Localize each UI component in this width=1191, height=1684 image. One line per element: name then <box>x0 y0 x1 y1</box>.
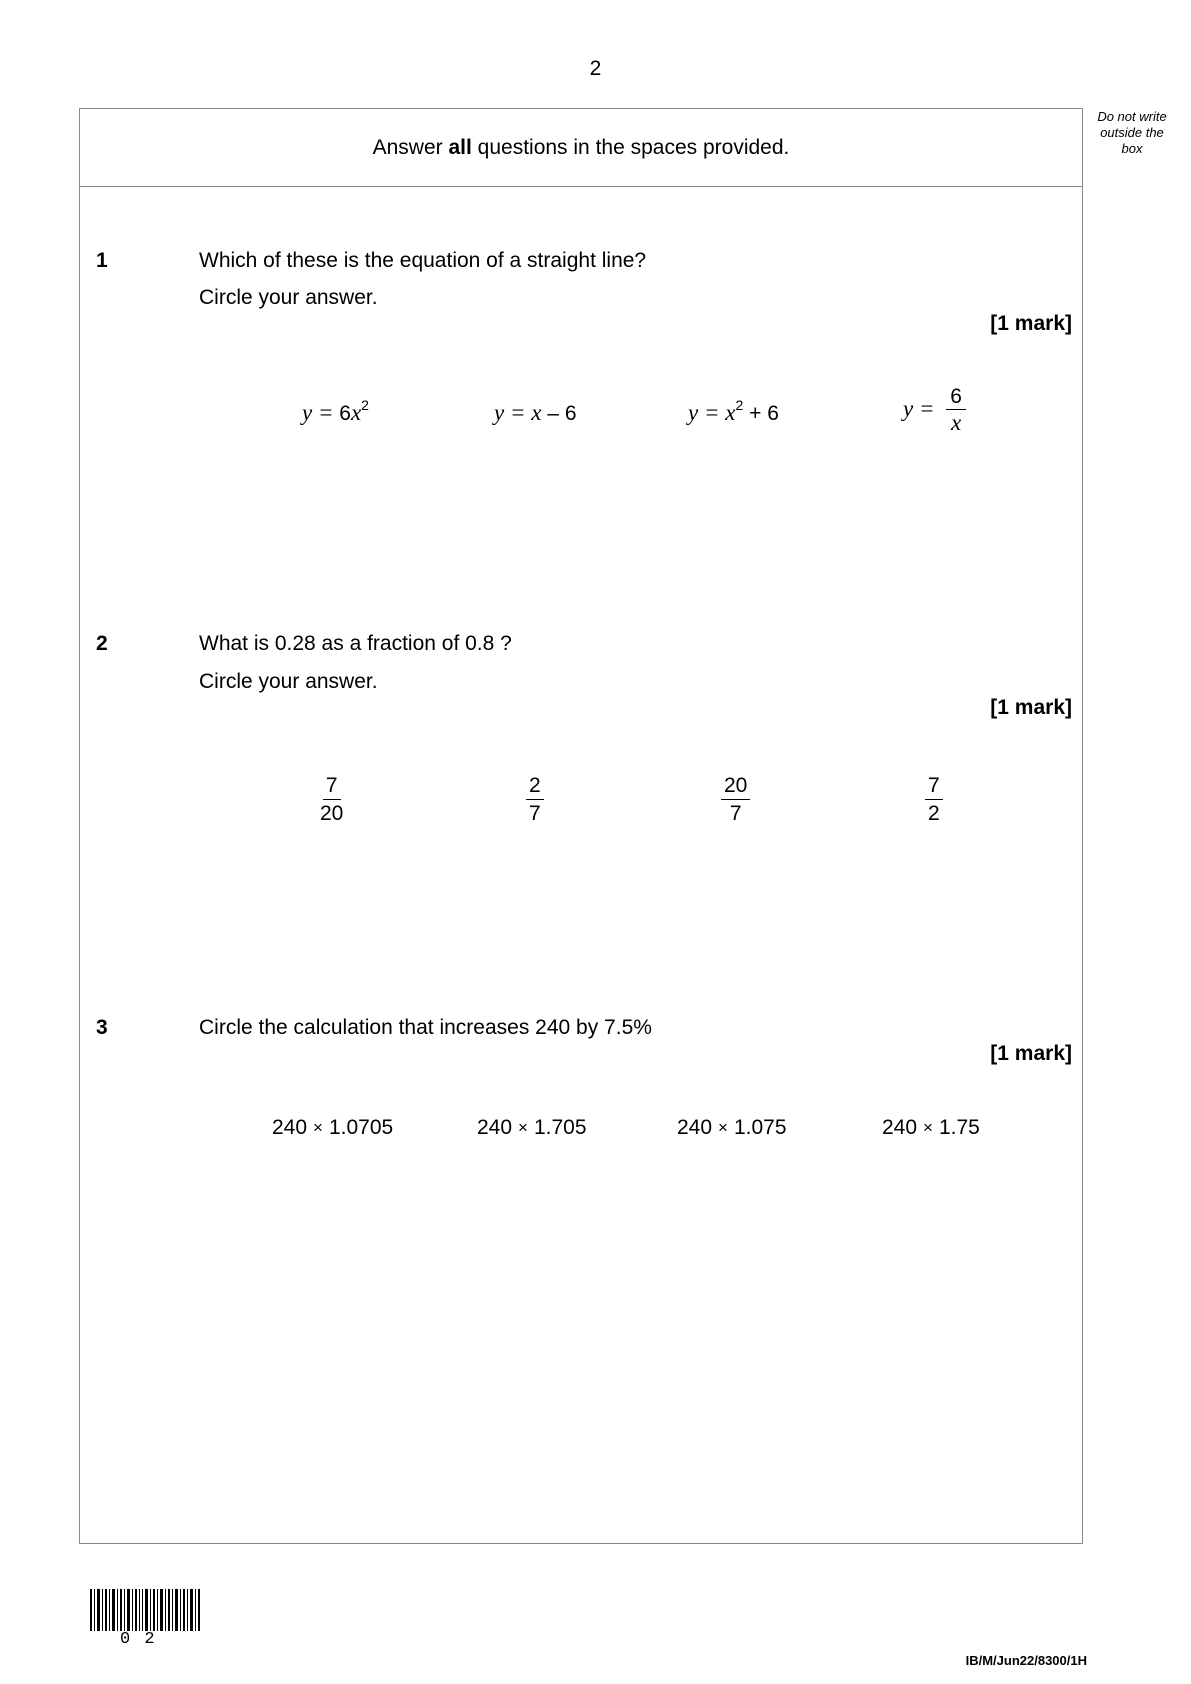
answer-option[interactable]: 240 × 1.75 <box>882 1116 980 1139</box>
question-number: 2 <box>96 632 108 655</box>
question-number: 1 <box>96 249 108 272</box>
instruction-text-pre: Answer <box>372 135 449 159</box>
answer-option[interactable]: $\frac{2}{7}$ <box>526 773 544 828</box>
answer-frame <box>79 108 1083 1544</box>
question-text: Circle the calculation that increases 240 by 7.5% <box>199 1016 652 1039</box>
marks-label: [1 mark] <box>990 312 1072 335</box>
answer-option[interactable]: y = $\frac{6}{x}$ <box>903 385 966 436</box>
answer-option[interactable]: 240 × 1.705 <box>477 1116 587 1139</box>
answer-option[interactable]: $\frac{7}{2}$ <box>925 773 943 828</box>
answer-option[interactable]: 240 × 1.0705 <box>272 1116 394 1139</box>
question-instruction: Circle your answer. <box>199 670 378 693</box>
margin-note-line: outside the <box>1100 125 1164 140</box>
answer-option[interactable]: $\frac{20}{7}$ <box>721 773 750 828</box>
barcode <box>90 1589 200 1631</box>
instruction-header <box>80 109 1082 187</box>
answer-option[interactable]: 240 × 1.075 <box>677 1116 787 1139</box>
instruction-text-bold: all <box>448 135 472 159</box>
margin-note-line: Do not write <box>1097 109 1167 124</box>
answer-option[interactable]: $\frac{7}{20}$ <box>320 774 344 825</box>
page-number: 2 <box>589 57 602 80</box>
answer-option[interactable]: $y = x^2 + 6$ <box>688 397 779 425</box>
instruction-text-post: questions in the spaces provided. <box>471 135 790 159</box>
question-text: What is 0.28 as a fraction of 0.8 ? <box>199 632 512 655</box>
question-number: 3 <box>96 1016 108 1039</box>
margin-note-line: box <box>1121 141 1143 156</box>
margin-note <box>1084 109 1180 157</box>
marks-label: [1 mark] <box>990 1042 1072 1065</box>
question-text: Which of these is the equation of a straight line? <box>199 249 647 272</box>
answer-option[interactable]: $y = 6x^2$ <box>302 397 369 425</box>
answer-option[interactable]: y = x – 6 <box>494 400 577 425</box>
question-instruction: Circle your answer. <box>199 286 378 309</box>
paper-reference: IB/M/Jun22/8300/1H <box>965 1653 1087 1668</box>
marks-label: [1 mark] <box>990 696 1072 719</box>
barcode-digits: 0 2 <box>120 1630 157 1649</box>
